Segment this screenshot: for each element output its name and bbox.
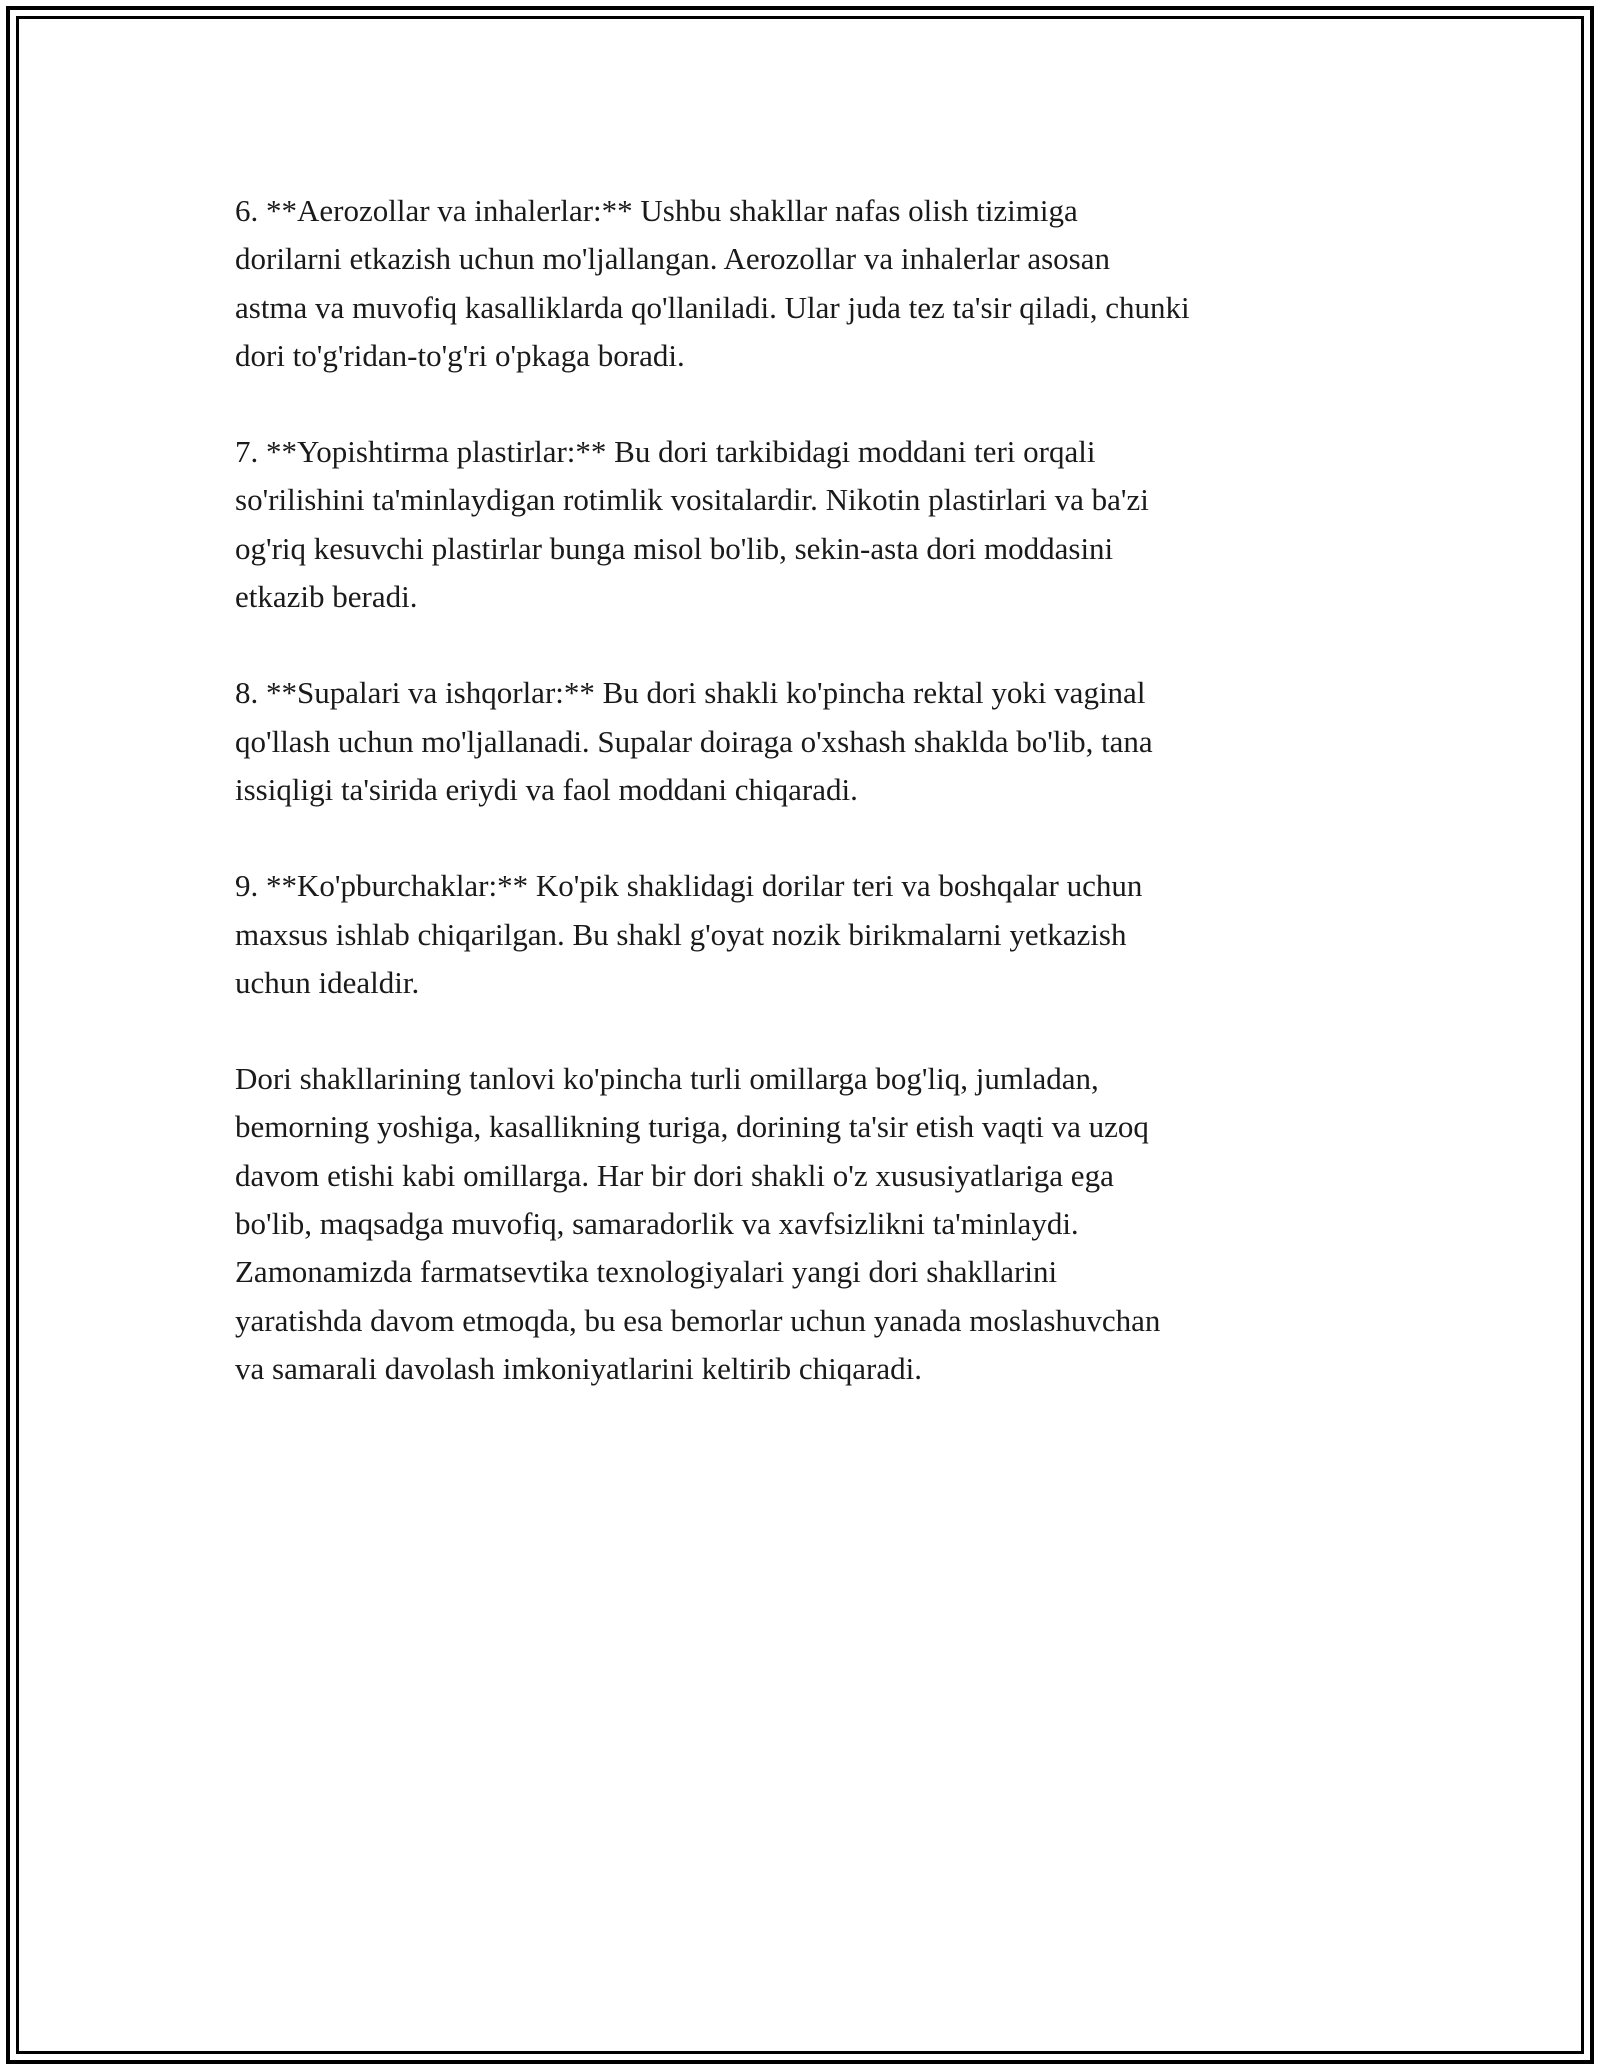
paragraph-aerozollar: 6. **Aerozollar va inhalerlar:** Ushbu shakllar nafas olish tizimiga dorilarni etkazish uchun mo'ljallangan. Aerozollar va inhalerlar asosan astma va muvofiq kasalliklarda qo'llaniladi. Ular juda tez ta'sir qiladi, chunki dori to'g'ridan-to'g'ri o'pkaga boradi. [235,193,1190,373]
paragraph-conclusion: Dori shakllarining tanlovi ko'pincha turli omillarga bog'liq, jumladan, bemorning yoshiga, kasallikning turiga, dorining ta'sir etish vaqti va uzoq davom etishi kabi omillarga. Har bir dori shakli o'z xususiyatlariga ega bo'lib, maqsadga muvofiq, samaradorlik va xavfsizlikni ta'minlaydi. Zamonamizda farmatsevtika texnologiyalari yangi dori shakllarini yaratishda davom etmoqda, bu esa bemorlar uchun yanada moslashuvchan va samarali davolash imkoniyatlarini keltirib chiqaradi. [235,1061,1161,1386]
paragraph-supalari: 8. **Supalari va ishqorlar:** Bu dori shakli ko'pincha rektal yoki vaginal qo'llash uchun mo'ljallanadi. Supalar doiraga o'xshash shaklda bo'lib, tana issiqligi ta'sirida eriydi va faol moddani chiqaradi. [235,675,1153,807]
paragraph-yopishtirma-plastirlar: 7. **Yopishtirma plastirlar:** Bu dori tarkibidagi moddani teri orqali so'rilishini ta'minlaydigan rotimlik vositalardir. Nikotin plastirlari va ba'zi og'riq kesuvchi plastirlar bunga misol bo'lib, sekin-asta dori moddasini etkazib beradi. [235,434,1149,615]
paragraph-kopburchaklar: 9. **Ko'pburchaklar:** Ko'pik shaklidagi dorilar teri va boshqalar uchun maxsus ishlab chiqarilgan. Bu shakl g'oyat nozik birikmalarni yetkazish uchun idealdir. [235,868,1143,1000]
document-body [235,187,1385,1441]
